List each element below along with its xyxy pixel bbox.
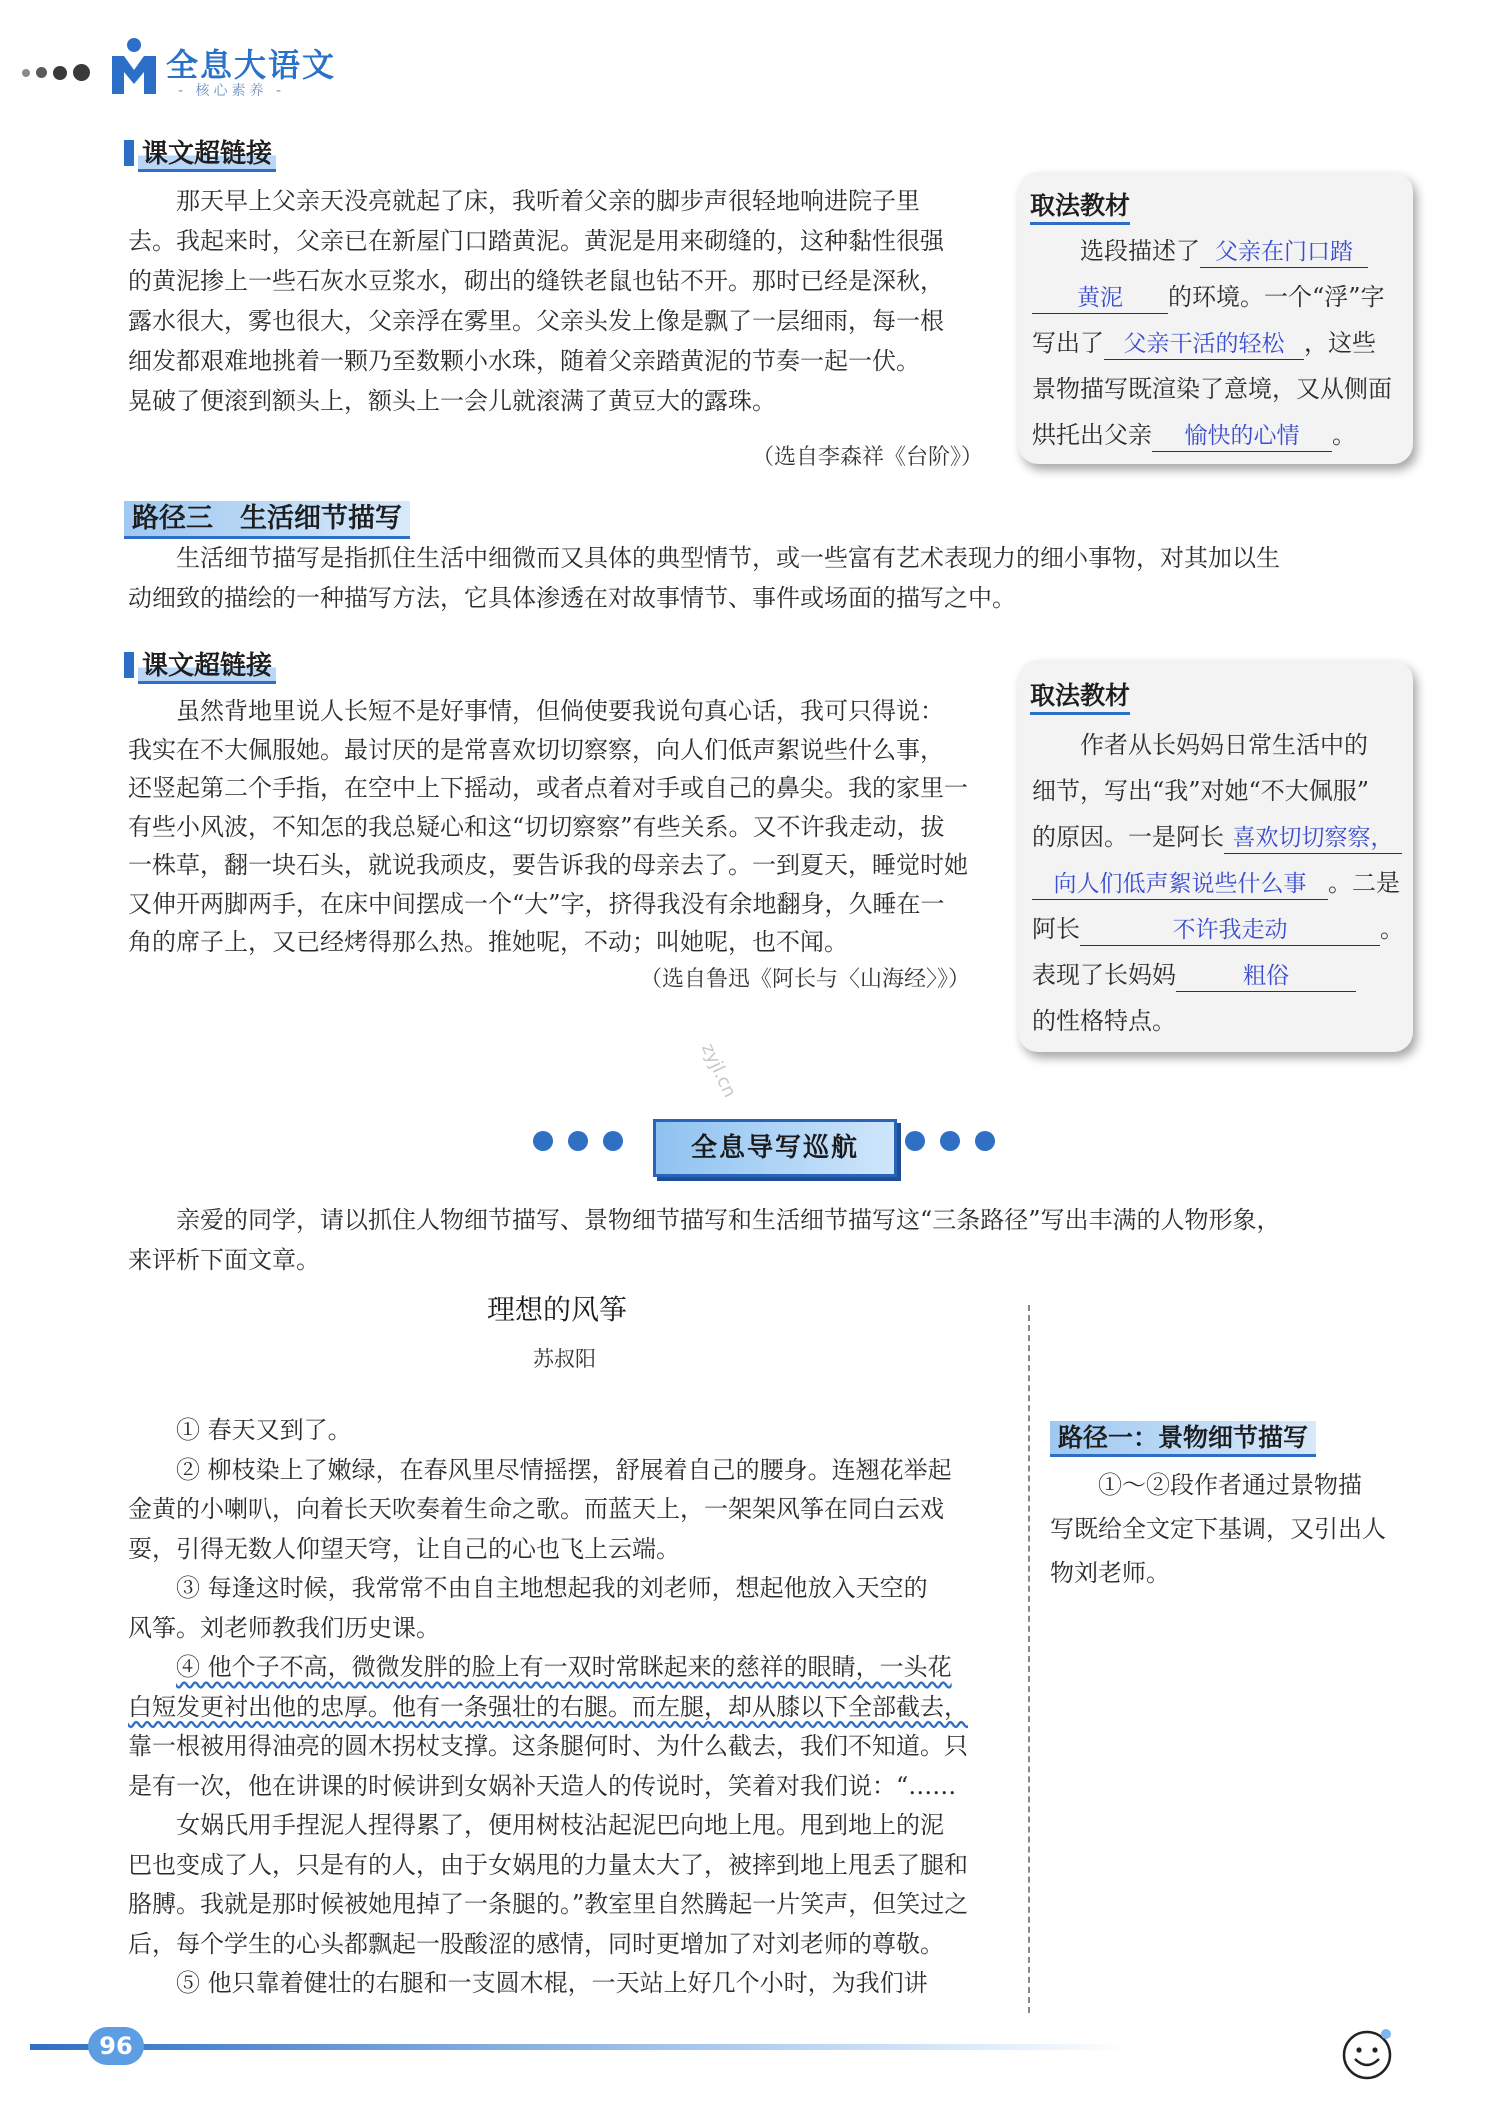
answer-blank[interactable]: 父亲干活的轻松	[1104, 329, 1304, 360]
note-box: 取法教材 选段描述了 父亲在门口踏 黄泥 的环境。一个“浮”字 写出了 父亲干活的轻松 ，这些 景物描写既渲染了意境，又从侧面 烘托出父亲 愉快的心情 。	[1018, 172, 1413, 464]
answer-blank[interactable]: 黄泥	[1032, 283, 1168, 314]
banner-dot	[975, 1131, 995, 1151]
footer-bar	[30, 2044, 1130, 2050]
banner-dot	[940, 1131, 960, 1151]
smiley-icon	[1340, 2026, 1398, 2084]
route-description: 生活细节描写是指抓住生活中细微而又具体的典型情节，或一些富有艺术表现力的细小事物，对其加以生 动细致的描绘的一种描写方法，它具体渗透在对故事情节、事件或场面的描写之中。	[128, 544, 1280, 612]
excerpt-source: （选自李森祥《台阶》）	[752, 445, 984, 470]
header-dots	[22, 64, 90, 81]
article-title: 理想的风筝	[487, 1293, 628, 1326]
banner-dot	[533, 1131, 553, 1151]
section-banner: 全息导写巡航	[653, 1119, 897, 1177]
note-heading: 取法教材	[1030, 186, 1130, 225]
excerpt-source: （选自鲁迅《阿长与〈山海经〉》）	[640, 967, 971, 992]
column-divider	[1028, 1305, 1030, 2013]
brand-subtitle: - 核心素养 -	[178, 83, 286, 99]
route-tag: 路径一：景物细节描写	[1050, 1418, 1316, 1454]
banner-dot	[603, 1131, 623, 1151]
note-box: 取法教材 作者从长妈妈日常生活中的 细节，写出“我”对她“不大佩服” 的原因。一是阿长 喜欢切切察察， 向人们低声絮说些什么事 。二是 阿长 不许我走动 。 表现了长妈妈 粗俗 的性格特点。	[1018, 660, 1413, 1052]
route-annotation: ①～②段作者通过景物描 写既给全文定下基调，又引出人 物刘老师。	[1050, 1471, 1386, 1587]
section-tag: 课文超链接	[124, 645, 276, 682]
article-author: 苏叔阳	[533, 1347, 596, 1371]
answer-blank[interactable]: 向人们低声絮说些什么事	[1032, 869, 1328, 900]
article-body: ① 春天又到了。 ② 柳枝染上了嫩绿，在春风里尽情摇摆，舒展着自己的腰身。连翘花举起 金黄的小喇叭，向着长天吹奏着生命之歌。而蓝天上，一架架风筝在同白云戏 耍，引得无数人仰望天穹，让自己的心也飞上云端。 ③ 每逢这时候，我常常不由自主地想起我的刘老师，想起他放入天空的 风筝。刘老师教我们历史课。 ④ 他个子不高，微微发胖的脸上有一双时常眯起来的慈祥的眼睛，一头花 白短发更衬出他的忠厚。他有一条强壮的右腿。而左腿，却从膝以下全部截去， 靠一根被用得油亮的圆木拐杖支撑。这条腿何时、为什么截去，我们不知道。只 是有一次，他在讲课的时候讲到女娲补天造人的传说时，笑着对我们说：“…… 女娲氏用手捏泥人捏得累了，便用树枝沾起泥巴向地上甩。甩到地上的泥 巴也变成了人，只是有的人，由于女娲甩的力量太大了，被摔到地上甩丢了腿和 胳膊。我就是那时候被她甩掉了一条腿的。”教室里自然腾起一片笑声，但笑过之 后，每个学生的心头都飘起一股酸涩的感情，同时更增加了对刘老师的尊敬。 ⑤ 他只靠着健壮的右腿和一支圆木棍，一天站上好几个小时，为我们讲	[128, 1416, 969, 1997]
excerpt-achang: 虽然背地里说人长短不是好事情，但倘使要我说句真心话，我可只得说： 我实在不大佩服她。最讨厌的是常喜欢切切察察，向人们低声絮说些什么事， 还竖起第二个手指，在空中上下摇动，或者点着对手或自己的鼻尖。我的家里一 有些小风波，不知怎的我总疑心和这“切切察察”有些关系。又不许我走动，拔 一株草，翻一块石头，就说我顽皮，要告诉我的母亲去了。一到夏天，睡觉时她 又伸开两脚两手，在床中间摆成一个“大”字，挤得我没有余地翻身，久睡在一 角的席子上，又已经烤得那么热。推她呢，不动；叫她呢，也不闻。	[128, 697, 968, 956]
page-number: 96	[88, 2027, 144, 2065]
section-tag: 课文超链接	[124, 133, 276, 170]
brand-title: 全息大语文	[166, 46, 337, 84]
banner-dot	[568, 1131, 588, 1151]
route-tag: 路径三 生活细节描写	[124, 496, 410, 535]
answer-blank[interactable]: 不许我走动	[1080, 915, 1380, 946]
answer-blank[interactable]: 粗俗	[1176, 961, 1356, 992]
brand-logo-icon	[108, 36, 160, 98]
answer-blank[interactable]: 父亲在门口踏	[1200, 237, 1368, 268]
note-heading: 取法教材	[1030, 676, 1130, 715]
answer-blank[interactable]: 喜欢切切察察，	[1224, 823, 1402, 854]
banner-dot	[905, 1131, 925, 1151]
watermark: zyjl.cn	[696, 1040, 741, 1101]
intro-text: 亲爱的同学，请以抓住人物细节描写、景物细节描写和生活细节描写这“三条路径”写出丰满的人物形象， 来评析下面文章。	[128, 1206, 1281, 1274]
excerpt-taijie: 那天早上父亲天没亮就起了床，我听着父亲的脚步声很轻地响进院子里 去。我起来时，父亲已在新屋门口踏黄泥。黄泥是用来砌缝的，这种黏性很强 的黄泥掺上一些石灰水豆浆水，砌出的缝铁老鼠也钻不开。那时已经是深秋， 露水很大，雾也很大，父亲浮在雾里。父亲头发上像是飘了一层细雨，每一根 细发都艰难地挑着一颗乃至数颗小水珠，随着父亲踏黄泥的节奏一起一伏。 晃破了便滚到额头上，额头上一会儿就滚满了黄豆大的露珠。	[128, 187, 944, 415]
answer-blank[interactable]: 愉快的心情	[1152, 421, 1332, 452]
